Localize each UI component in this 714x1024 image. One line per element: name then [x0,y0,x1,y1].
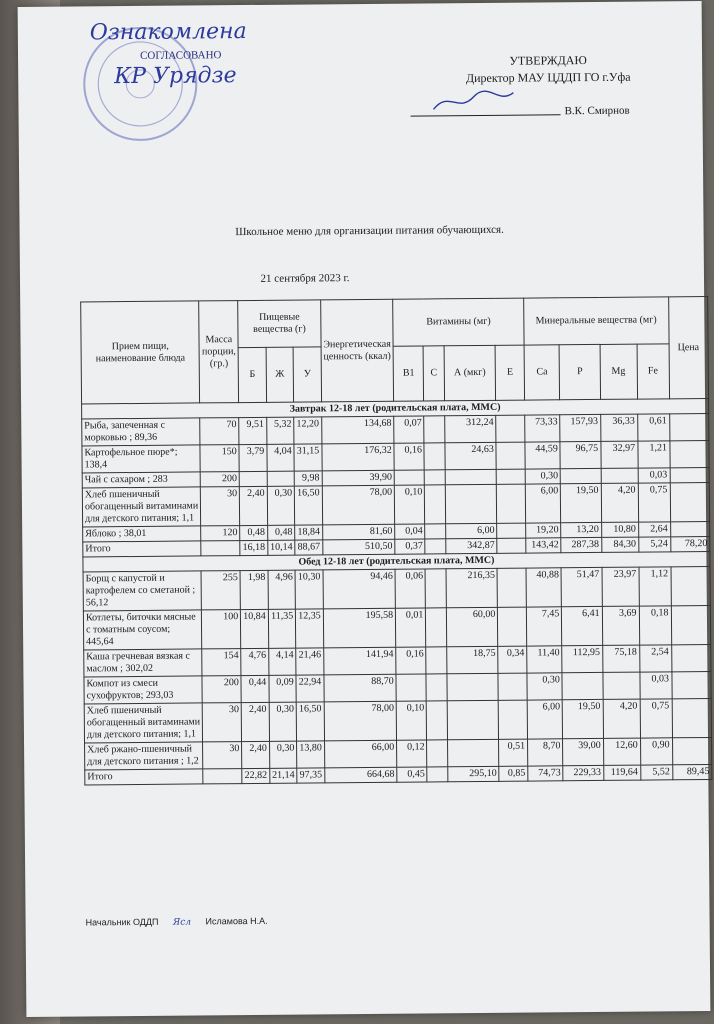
table-cell: 24,63 [445,442,497,469]
table-cell [499,700,528,739]
table-cell [497,484,526,523]
table-cell: 0,07 [394,416,425,443]
dish-name: Чай с сахаром ; 283 [82,472,201,488]
table-cell: 21,46 [296,648,324,675]
table-cell [669,413,709,440]
table-cell: 216,35 [446,568,498,607]
table-cell: 74,73 [528,766,563,781]
table-cell: 0,06 [395,569,426,608]
table-cell: 0,45 [397,767,427,782]
table-cell [671,644,711,671]
table-cell: 0,10 [396,701,427,740]
table-cell: 0,30 [525,469,560,484]
agreed-signature: КР Урядзе [114,63,237,90]
table-cell: 0,75 [640,699,672,738]
table-cell [562,672,603,699]
table-cell: 0,30 [527,673,563,700]
table-cell [447,673,499,700]
table-cell: 0,10 [394,485,425,524]
table-cell: 30 [203,742,242,769]
dish-name: Яблоко ; 38,01 [83,526,202,542]
table-cell: 195,58 [323,608,396,648]
table-cell: 154 [202,649,241,676]
table-cell: 9,51 [239,417,267,444]
table-cell [201,541,240,556]
table-cell: 89,45 [672,764,712,779]
table-cell [426,647,446,674]
table-cell: 6,00 [445,523,497,538]
table-cell: 19,20 [526,523,561,538]
table-cell: 0,30 [269,702,297,741]
table-cell: 18,84 [295,525,323,540]
table-cell [426,674,446,701]
table-cell: 1,21 [638,441,670,468]
table-cell: 66,00 [324,740,397,768]
table-cell: 0,09 [269,675,297,702]
table-cell [671,566,711,605]
header-nutrients: Пищевые вещества (г) [238,300,321,348]
table-cell: 312,24 [444,415,496,442]
table-cell: 13,20 [561,522,601,537]
table-cell: 97,35 [297,768,325,783]
table-cell: 60,00 [446,607,498,646]
table-cell: 2,40 [242,741,270,768]
table-cell [497,523,526,538]
table-cell: 6,00 [525,484,561,523]
table-cell [445,469,497,484]
table-cell: 12,35 [296,609,324,648]
header-minerals: Минеральные вещества (мг) [524,297,669,345]
table-cell: 30 [203,703,242,742]
table-cell: 36,33 [600,414,637,441]
table-cell: 141,94 [323,647,396,675]
table-row [83,605,710,649]
table-cell [396,674,427,701]
table-cell: 5,32 [266,417,294,444]
table-cell: 0,61 [637,414,669,441]
table-cell [498,607,527,646]
table-cell [427,767,447,782]
table-cell: 4,96 [268,570,296,609]
table-cell: 176,32 [322,443,395,471]
dish-name: Хлеб пшеничный обогащенный витаминами для детского питания; 1,1 [84,703,203,743]
table-cell: 0,48 [240,525,268,540]
footer-name: Исламова Н.А. [205,915,268,927]
dish-name: Борщ с капустой и картофелем со сметаной ; 56,12 [83,571,202,611]
table-cell: 11,40 [527,646,563,673]
header-protein: Б [238,347,266,402]
table-cell: 0,44 [241,675,269,702]
table-cell: 5,24 [638,537,670,552]
table-cell [426,569,446,608]
table-cell: 200 [201,472,240,487]
header-price: Цена [668,296,708,398]
table-cell: 1,98 [240,570,268,609]
table-cell: 0,16 [394,443,425,470]
header-energy: Энергетическая ценность (ккал) [320,299,393,402]
table-cell [498,673,527,700]
table-cell [671,605,711,644]
header-c: C [424,346,445,401]
table-cell: 4,20 [601,483,638,522]
table-cell [424,416,444,443]
header-carbs: У [293,347,321,402]
table-cell: 664,68 [325,767,398,783]
header-p: P [559,344,600,399]
table-cell [669,440,709,467]
header-b1: B1 [393,346,424,401]
table-cell [425,539,445,554]
table-cell: 157,93 [560,414,601,441]
table-cell: 13,80 [297,741,325,768]
table-cell: 44,59 [525,442,561,469]
table-cell: 19,50 [561,483,602,522]
table-cell: 84,30 [601,537,638,552]
table-cell: 342,87 [445,538,497,553]
approve-label: УТВЕРЖДАЮ [509,53,587,68]
table-cell: 119,64 [603,765,640,780]
header-fe: Fe [637,344,669,399]
director-signature [428,85,518,118]
table-cell [425,524,445,539]
table-cell: 81,60 [322,524,395,540]
table-cell [425,485,445,524]
approve-signer: В.К. Смирнов [564,104,630,118]
table-cell: 16,50 [296,702,324,741]
table-cell: 9,98 [294,471,322,486]
table-cell: 19,50 [563,699,604,738]
table-cell: 10,84 [241,609,269,648]
section-title: Обед 12-18 лет (родительская плата, ММС) [83,551,710,571]
table-cell: 134,68 [321,416,394,444]
table-cell [497,469,526,484]
table-cell: 18,75 [446,646,498,673]
table-cell [203,769,242,784]
table-cell: 0,03 [640,672,672,699]
table-cell [601,468,638,483]
table-cell: 78,00 [322,485,395,525]
table-cell [427,701,447,740]
dish-name: Хлеб пшеничный обогащенный витаминами для детского питания; 1,1 [82,487,201,527]
table-cell: 75,18 [602,645,639,672]
table-cell: 143,42 [526,538,561,553]
table-cell: 22,94 [296,675,324,702]
header-ca: Ca [524,345,560,400]
table-cell: 51,47 [561,567,602,606]
table-cell: 150 [200,445,239,472]
table-cell: 0,12 [397,740,428,767]
table-cell: 0,18 [639,606,671,645]
document-page [18,1,711,1017]
table-cell: 2,54 [639,645,671,672]
table-cell: 70 [200,418,239,445]
footer-position: Начальник ОДДП [85,916,159,928]
table-cell: 2,40 [241,702,269,741]
table-cell [424,443,444,470]
header-mass: Масса порции, (гр.) [199,301,239,403]
section-title: Завтрак 12-18 лет (родительская плата, ММС) [82,398,709,418]
table-cell: 255 [201,571,240,610]
header-vitamins: Витамины (мг) [393,298,524,346]
table-cell: 0,37 [395,539,425,554]
table-cell [425,470,445,485]
table-cell: 1,12 [639,567,671,606]
agreed-label: СОГЛАСОВАНО [139,49,222,62]
header-e: Е [495,345,524,400]
table-cell [394,470,424,485]
table-cell: 88,70 [324,674,397,702]
table-cell: 10,80 [601,522,638,537]
footer-signature: Ясл [172,917,192,928]
table-cell: 32,97 [601,441,638,468]
table-cell [267,471,295,486]
table-cell: 88,67 [295,540,323,555]
table-cell: 11,35 [268,609,296,648]
menu-table [80,296,712,785]
table-cell: 31,15 [294,444,322,471]
approve-position: Директор МАУ ЦДДП ГО г.Уфа [465,69,631,86]
dish-name: Картофельное пюре*; 138,4 [82,445,201,473]
table-cell [670,521,710,536]
table-cell: 120 [201,526,240,541]
dish-name: Компот из смеси сухофруктов; 293,03 [84,676,203,704]
table-row [82,482,709,526]
table-cell: 4,20 [603,699,640,738]
table-cell [561,468,601,483]
table-cell: 0,01 [396,608,427,647]
table-body [82,398,712,784]
table-cell [670,467,710,482]
table-cell: 2,64 [638,522,670,537]
table-cell: 5,52 [640,765,672,780]
table-cell: 22,82 [242,768,270,783]
table-cell: 23,97 [602,567,639,606]
table-cell [672,737,712,764]
table-header [81,296,709,403]
dish-name: Котлеты, биточки мясные с томатным соусом; 445,64 [83,610,202,650]
table-cell: 0,90 [640,738,672,765]
table-cell: 100 [202,610,241,649]
table-cell: 6,41 [562,606,603,645]
table-cell: 3,69 [602,606,639,645]
table-cell: 0,75 [638,483,670,522]
footer [86,916,268,929]
table-cell: 10,14 [268,540,296,555]
table-cell: 12,20 [294,417,322,444]
table-cell: 4,04 [267,444,295,471]
table-cell: 94,46 [323,569,396,609]
table-cell: 40,88 [526,568,562,607]
dish-name: Хлеб ржано-пшеничный для детского питания ; 1,2 [85,742,204,770]
table-cell: 200 [202,676,241,703]
table-cell [670,482,710,521]
table-row [84,698,711,742]
table-cell [671,671,711,698]
table-cell: 39,90 [322,470,395,486]
table-cell: 0,48 [267,525,295,540]
table-cell: 16,18 [240,540,268,555]
table-cell [496,415,525,442]
table-cell: 0,30 [269,741,297,768]
table-cell: 78,20 [670,536,710,551]
table-cell: 0,16 [396,647,427,674]
header-mg: Mg [600,344,637,399]
table-cell: 21,14 [270,768,298,783]
table-cell: 287,38 [561,537,601,552]
table-cell: 0,85 [499,766,528,781]
table-cell: 112,95 [562,645,603,672]
table-cell: 295,10 [447,766,499,781]
header-meal: Прием пищи, наименование блюда [81,301,200,404]
table-cell: 30 [201,487,240,526]
header-a: А (мкг) [444,345,496,400]
table-cell: 229,33 [563,765,603,780]
table-cell: 8,70 [528,739,564,766]
table-cell: 78,00 [324,701,397,741]
agreed-handwritten-note: Ознакомлена [89,19,247,46]
table-cell [672,698,712,737]
table-cell [603,672,640,699]
table-cell: 6,00 [527,700,563,739]
table-cell [445,484,497,523]
approve-block [448,52,648,88]
table-cell: 0,34 [498,646,527,673]
dish-name: Каша гречневая вязкая с маслом ; 302,02 [84,649,203,677]
dish-name: Рыба, запеченная с морковью ; 89,36 [82,418,201,446]
document-date: 21 сентября 2023 г. [260,272,350,285]
total-label: Итого [85,769,204,785]
table-cell: 12,60 [603,738,640,765]
table-cell: 96,75 [560,441,601,468]
table-cell [447,700,499,739]
table-cell [239,471,267,486]
table-cell [497,538,526,553]
table-cell: 39,00 [563,738,604,765]
table-cell: 2,40 [240,486,268,525]
table-cell [496,442,525,469]
table-cell [426,608,446,647]
table-cell: 7,45 [526,607,562,646]
table-row [83,566,710,610]
total-label: Итого [83,541,202,557]
table-cell: 4,14 [268,648,296,675]
document-title: Школьное меню для организации питания обучающихся. [235,223,504,239]
table-cell: 73,33 [525,415,561,442]
table-cell: 16,50 [295,486,323,525]
table-cell: 0,04 [395,524,425,539]
table-cell: 0,51 [499,739,528,766]
table-cell: 0,30 [267,486,295,525]
table-cell: 4,76 [241,648,269,675]
table-cell: 10,30 [295,570,323,609]
table-cell: 0,03 [638,468,670,483]
table-cell [447,739,499,766]
table-cell: 510,50 [323,539,396,555]
table-cell [427,740,447,767]
table-cell: 3,79 [239,444,267,471]
header-fat: Ж [266,347,294,402]
table-cell [497,568,526,607]
